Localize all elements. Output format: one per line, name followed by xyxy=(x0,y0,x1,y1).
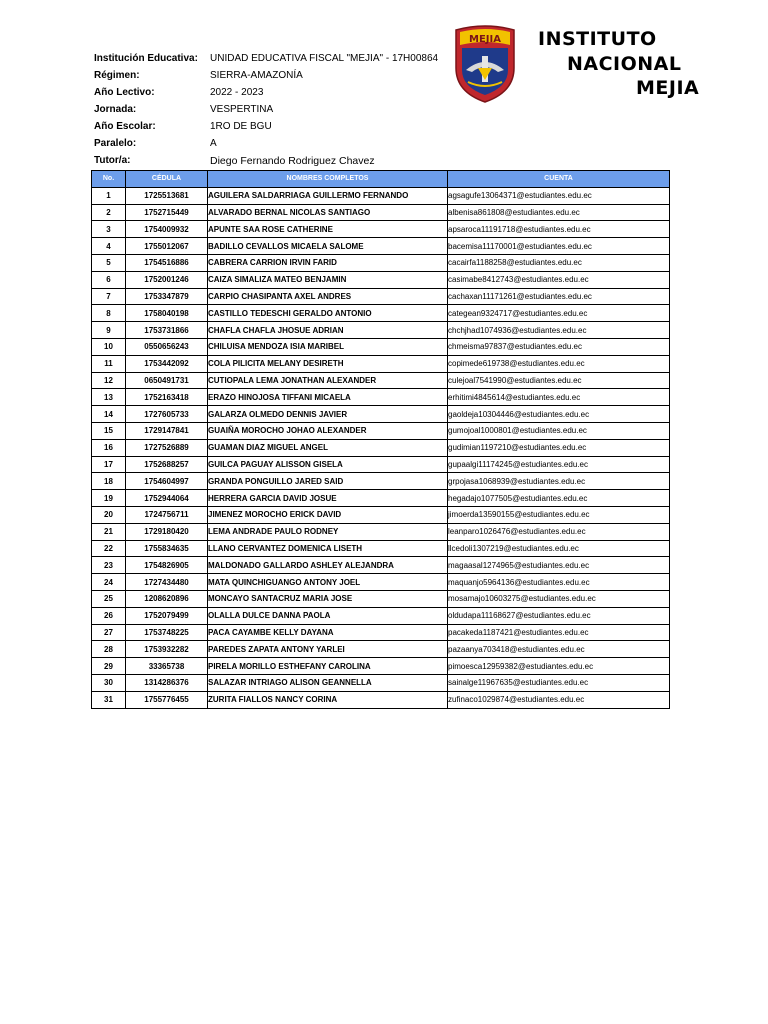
info-value: UNIDAD EDUCATIVA FISCAL "MEJIA" - 17H00864 xyxy=(210,53,439,64)
logo-text: MEJIA xyxy=(469,34,501,45)
row-full-name: CARPIO CHASIPANTA AXEL ANDRES xyxy=(208,288,448,305)
table-row xyxy=(92,204,670,221)
row-number: 31 xyxy=(92,691,126,708)
row-account-email: culejoal7541990@estudiantes.edu.ec xyxy=(448,372,670,389)
row-cedula: 1752715449 xyxy=(126,204,208,221)
row-full-name: LEMA ANDRADE PAULO RODNEY xyxy=(208,523,448,540)
row-cedula: 1752001246 xyxy=(126,271,208,288)
table-row xyxy=(92,490,670,507)
row-full-name: JIMENEZ MOROCHO ERICK DAVID xyxy=(208,506,448,523)
row-full-name: MALDONADO GALLARDO ASHLEY ALEJANDRA xyxy=(208,557,448,574)
table-row xyxy=(92,456,670,473)
row-full-name: GUAMAN DIAZ MIGUEL ANGEL xyxy=(208,439,448,456)
row-account-email: gaoldeja10304446@estudiantes.edu.ec xyxy=(448,406,670,423)
row-number: 2 xyxy=(92,204,126,221)
row-cedula: 0550656243 xyxy=(126,338,208,355)
row-cedula: 1754009932 xyxy=(126,221,208,238)
table-row xyxy=(92,540,670,557)
info-value: SIERRA-AMAZONÍA xyxy=(210,70,303,81)
row-number: 16 xyxy=(92,439,126,456)
table-row xyxy=(92,338,670,355)
info-label: Tutor/a: xyxy=(94,155,131,166)
row-account-email: copimede619738@estudiantes.edu.ec xyxy=(448,355,670,372)
row-account-email: cachaxan11171261@estudiantes.edu.ec xyxy=(448,288,670,305)
row-account-email: casimabe8412743@estudiantes.edu.ec xyxy=(448,271,670,288)
row-number: 28 xyxy=(92,641,126,658)
table-row xyxy=(92,355,670,372)
row-number: 25 xyxy=(92,590,126,607)
row-cedula: 1208620896 xyxy=(126,590,208,607)
row-number: 5 xyxy=(92,254,126,271)
row-full-name: CHAFLA CHAFLA JHOSUE ADRIAN xyxy=(208,322,448,339)
row-account-email: mosamajo10603275@estudiantes.edu.ec xyxy=(448,590,670,607)
row-number: 8 xyxy=(92,305,126,322)
row-number: 11 xyxy=(92,355,126,372)
row-cedula: 1752079499 xyxy=(126,607,208,624)
table-row xyxy=(92,674,670,691)
row-account-email: jimoerda13590155@estudiantes.edu.ec xyxy=(448,506,670,523)
info-label: Régimen: xyxy=(94,70,140,81)
table-row xyxy=(92,641,670,658)
row-full-name: SALAZAR INTRIAGO ALISON GEANNELLA xyxy=(208,674,448,691)
row-full-name: OLALLA DULCE DANNA PAOLA xyxy=(208,607,448,624)
row-account-email: albenisa861808@estudiantes.edu.ec xyxy=(448,204,670,221)
row-full-name: CAIZA SIMALIZA MATEO BENJAMIN xyxy=(208,271,448,288)
row-number: 22 xyxy=(92,540,126,557)
row-full-name: PIRELA MORILLO ESTHEFANY CAROLINA xyxy=(208,658,448,675)
row-number: 19 xyxy=(92,490,126,507)
row-account-email: agsagufe13064371@estudiantes.edu.ec xyxy=(448,187,670,204)
row-account-email: oldudapa11168627@estudiantes.edu.ec xyxy=(448,607,670,624)
row-cedula: 1754516886 xyxy=(126,254,208,271)
row-number: 4 xyxy=(92,238,126,255)
row-number: 23 xyxy=(92,557,126,574)
table-row xyxy=(92,590,670,607)
row-cedula: 1755834635 xyxy=(126,540,208,557)
row-number: 29 xyxy=(92,658,126,675)
row-number: 17 xyxy=(92,456,126,473)
row-full-name: GUILCA PAGUAY ALISSON GISELA xyxy=(208,456,448,473)
row-number: 15 xyxy=(92,422,126,439)
column-header-cedula: CÉDULA xyxy=(126,171,208,188)
row-account-email: chchjhad1074936@estudiantes.edu.ec xyxy=(448,322,670,339)
table-row xyxy=(92,574,670,591)
row-number: 9 xyxy=(92,322,126,339)
row-account-email: apsaroca11191718@estudiantes.edu.ec xyxy=(448,221,670,238)
info-value: Diego Fernando Rodriguez Chavez xyxy=(210,155,375,167)
table-row xyxy=(92,658,670,675)
table-row xyxy=(92,389,670,406)
row-cedula: 1755012067 xyxy=(126,238,208,255)
table-row xyxy=(92,372,670,389)
table-row xyxy=(92,254,670,271)
row-cedula: 1752163418 xyxy=(126,389,208,406)
row-account-email: categean9324717@estudiantes.edu.ec xyxy=(448,305,670,322)
table-row xyxy=(92,406,670,423)
info-label: Año Escolar: xyxy=(94,121,156,132)
row-cedula: 1752688257 xyxy=(126,456,208,473)
row-number: 18 xyxy=(92,473,126,490)
table-body xyxy=(92,187,670,708)
column-header-number: No. xyxy=(92,171,126,188)
row-number: 6 xyxy=(92,271,126,288)
row-full-name: BADILLO CEVALLOS MICAELA SALOME xyxy=(208,238,448,255)
row-cedula: 1727526889 xyxy=(126,439,208,456)
info-shift xyxy=(94,104,454,121)
row-number: 7 xyxy=(92,288,126,305)
row-cedula: 1724756711 xyxy=(126,506,208,523)
info-grade xyxy=(94,121,454,138)
row-account-email: sainalge11967635@estudiantes.edu.ec xyxy=(448,674,670,691)
row-account-email: hegadajo1077505@estudiantes.edu.ec xyxy=(448,490,670,507)
row-account-email: leanparo1026476@estudiantes.edu.ec xyxy=(448,523,670,540)
column-header-account: CUENTA xyxy=(448,171,670,188)
table-row xyxy=(92,473,670,490)
row-number: 27 xyxy=(92,624,126,641)
info-label: Institución Educativa: xyxy=(94,53,198,64)
row-number: 1 xyxy=(92,187,126,204)
row-cedula: 1729180420 xyxy=(126,523,208,540)
info-institution xyxy=(94,53,454,70)
row-full-name: MATA QUINCHIGUANGO ANTONY JOEL xyxy=(208,574,448,591)
table-row xyxy=(92,221,670,238)
table-row xyxy=(92,288,670,305)
row-number: 12 xyxy=(92,372,126,389)
table-row xyxy=(92,506,670,523)
table-row xyxy=(92,557,670,574)
row-cedula: 1727434480 xyxy=(126,574,208,591)
row-full-name: ZURITA FIALLOS NANCY CORINA xyxy=(208,691,448,708)
row-cedula: 1753347879 xyxy=(126,288,208,305)
row-full-name: CASTILLO TEDESCHI GERALDO ANTONIO xyxy=(208,305,448,322)
row-cedula: 33365738 xyxy=(126,658,208,675)
row-account-email: grpojasa1068939@estudiantes.edu.ec xyxy=(448,473,670,490)
table-row xyxy=(92,691,670,708)
row-account-email: pimoesca12959382@estudiantes.edu.ec xyxy=(448,658,670,675)
row-account-email: zufinaco1029874@estudiantes.edu.ec xyxy=(448,691,670,708)
row-full-name: PAREDES ZAPATA ANTONY YARLEI xyxy=(208,641,448,658)
row-cedula: 1314286376 xyxy=(126,674,208,691)
row-full-name: HERRERA GARCIA DAVID JOSUE xyxy=(208,490,448,507)
row-cedula: 1727605733 xyxy=(126,406,208,423)
row-number: 26 xyxy=(92,607,126,624)
row-account-email: cacairfa1188258@estudiantes.edu.ec xyxy=(448,254,670,271)
row-number: 24 xyxy=(92,574,126,591)
row-full-name: COLA PILICITA MELANY DESIRETH xyxy=(208,355,448,372)
row-cedula: 1754826905 xyxy=(126,557,208,574)
row-cedula: 1755776455 xyxy=(126,691,208,708)
row-cedula: 1758040198 xyxy=(126,305,208,322)
row-cedula: 1754604997 xyxy=(126,473,208,490)
row-account-email: bacemisa11170001@estudiantes.edu.ec xyxy=(448,238,670,255)
row-account-email: gupaalgi11174245@estudiantes.edu.ec xyxy=(448,456,670,473)
row-full-name: LLANO CERVANTEZ DOMENICA LISETH xyxy=(208,540,448,557)
row-cedula: 1753442092 xyxy=(126,355,208,372)
row-full-name: CUTIOPALA LEMA JONATHAN ALEXANDER xyxy=(208,372,448,389)
table-header-row xyxy=(92,171,670,188)
row-number: 30 xyxy=(92,674,126,691)
row-full-name: ALVARADO BERNAL NICOLAS SANTIAGO xyxy=(208,204,448,221)
brand-line-instituto: INSTITUTO xyxy=(538,28,657,50)
row-account-email: pazaanya703418@estudiantes.edu.ec xyxy=(448,641,670,658)
table-row xyxy=(92,439,670,456)
school-shield-logo xyxy=(452,24,518,104)
row-account-email: gudimian1197210@estudiantes.edu.ec xyxy=(448,439,670,456)
info-label: Año Lectivo: xyxy=(94,87,155,98)
info-parallel xyxy=(94,138,454,155)
brand-line-nacional: NACIONAL xyxy=(567,53,682,75)
table-row xyxy=(92,624,670,641)
row-number: 10 xyxy=(92,338,126,355)
table-row xyxy=(92,271,670,288)
table-row xyxy=(92,607,670,624)
row-full-name: GRANDA PONGUILLO JARED SAID xyxy=(208,473,448,490)
row-number: 14 xyxy=(92,406,126,423)
info-label: Paralelo: xyxy=(94,138,137,149)
row-cedula: 1725513681 xyxy=(126,187,208,204)
row-cedula: 1753748225 xyxy=(126,624,208,641)
row-cedula: 1753932282 xyxy=(126,641,208,658)
row-full-name: MONCAYO SANTACRUZ MARIA JOSE xyxy=(208,590,448,607)
row-full-name: AGUILERA SALDARRIAGA GUILLERMO FERNANDO xyxy=(208,187,448,204)
row-full-name: PACA CAYAMBE KELLY DAYANA xyxy=(208,624,448,641)
row-number: 3 xyxy=(92,221,126,238)
table-row xyxy=(92,238,670,255)
info-value: 1RO DE BGU xyxy=(210,121,272,132)
row-full-name: CHILUISA MENDOZA ISIA MARIBEL xyxy=(208,338,448,355)
row-full-name: CABRERA CARRION IRVIN FARID xyxy=(208,254,448,271)
row-full-name: GUAIÑA MOROCHO JOHAO ALEXANDER xyxy=(208,422,448,439)
row-full-name: APUNTE SAA ROSE CATHERINE xyxy=(208,221,448,238)
table-row xyxy=(92,422,670,439)
column-header-names: NOMBRES COMPLETOS xyxy=(208,171,448,188)
row-cedula: 1729147841 xyxy=(126,422,208,439)
row-number: 13 xyxy=(92,389,126,406)
row-full-name: GALARZA OLMEDO DENNIS JAVIER xyxy=(208,406,448,423)
row-account-email: pacakeda1187421@estudiantes.edu.ec xyxy=(448,624,670,641)
row-account-email: chmeisma97837@estudiantes.edu.ec xyxy=(448,338,670,355)
brand-line-mejia: MEJIA xyxy=(636,77,700,99)
row-account-email: llcedoli1307219@estudiantes.edu.ec xyxy=(448,540,670,557)
info-value: A xyxy=(210,138,217,149)
table-row xyxy=(92,305,670,322)
row-account-email: maquanjo5964136@estudiantes.edu.ec xyxy=(448,574,670,591)
info-value: VESPERTINA xyxy=(210,104,274,115)
info-regimen xyxy=(94,70,454,87)
row-cedula: 1753731866 xyxy=(126,322,208,339)
row-cedula: 0650491731 xyxy=(126,372,208,389)
info-label: Jornada: xyxy=(94,104,137,115)
table-row xyxy=(92,523,670,540)
student-roster-table xyxy=(91,170,670,709)
info-value: 2022 - 2023 xyxy=(210,87,264,98)
row-account-email: erhitimi4845614@estudiantes.edu.ec xyxy=(448,389,670,406)
row-account-email: gumojoal1000801@estudiantes.edu.ec xyxy=(448,422,670,439)
row-number: 21 xyxy=(92,523,126,540)
table-row xyxy=(92,187,670,204)
row-full-name: ERAZO HINOJOSA TIFFANI MICAELA xyxy=(208,389,448,406)
row-cedula: 1752944064 xyxy=(126,490,208,507)
row-number: 20 xyxy=(92,506,126,523)
info-school-year xyxy=(94,87,454,104)
table-row xyxy=(92,322,670,339)
row-account-email: magaasal1274965@estudiantes.edu.ec xyxy=(448,557,670,574)
